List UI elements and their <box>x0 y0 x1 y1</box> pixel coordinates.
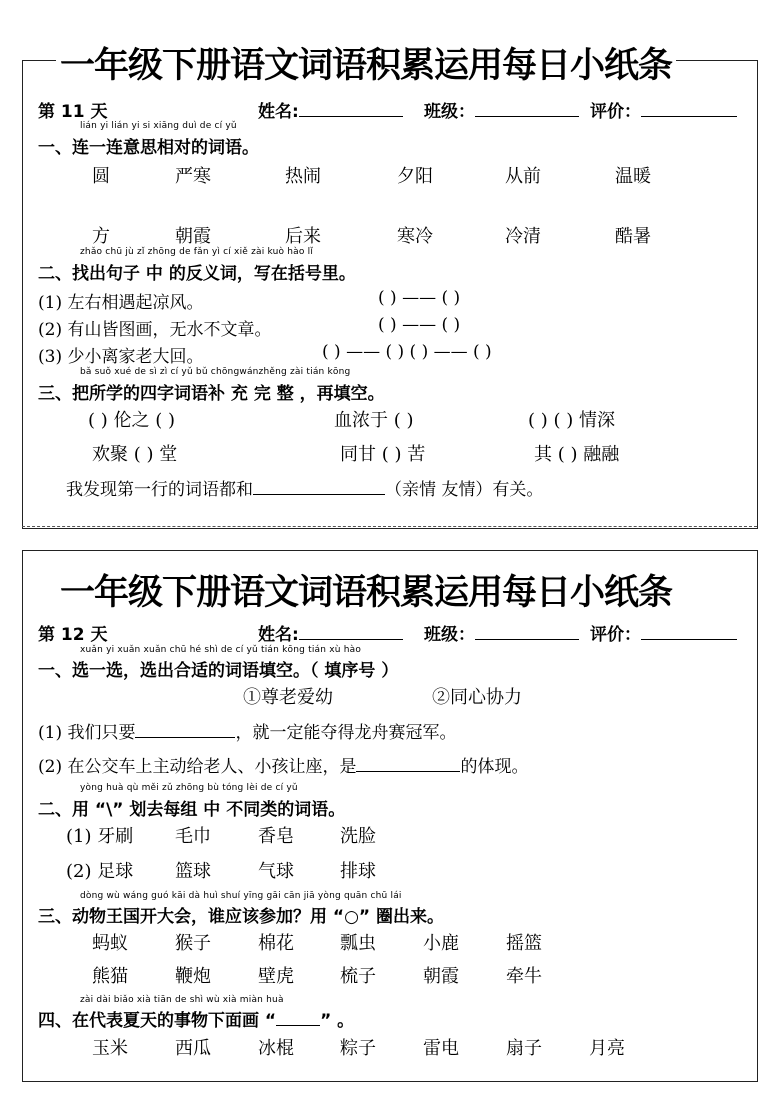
class-label: 班级： <box>424 102 475 122</box>
q2-word[interactable]: 洗脸 <box>340 826 376 847</box>
card1-day: 第 11 天 <box>38 102 108 122</box>
q1-word[interactable]: 严寒 <box>175 166 211 187</box>
card2-q3-pinyin: dòng wù wáng guó kāi dà huì shuí yīng gāi cān jiā yòng quān chū lái <box>80 891 402 901</box>
q1-word[interactable]: 寒冷 <box>397 226 433 247</box>
q3-word[interactable]: 棉花 <box>258 933 294 954</box>
q3-word[interactable]: 蚂蚁 <box>92 933 128 954</box>
q1-word[interactable]: 从前 <box>505 166 541 187</box>
q2-word[interactable]: 毛巾 <box>175 826 211 847</box>
card2-name-field[interactable] <box>258 620 403 645</box>
q1-word[interactable]: 酷暑 <box>615 226 651 247</box>
q1-word[interactable]: 圆 <box>92 166 110 187</box>
q3-word[interactable]: 牵牛 <box>506 966 542 987</box>
q4-word[interactable]: 月亮 <box>589 1038 625 1059</box>
class-label: 班级： <box>424 625 475 645</box>
q4-word[interactable]: 玉米 <box>92 1038 128 1059</box>
q1-word[interactable]: 温暖 <box>615 166 651 187</box>
name-label: 姓名: <box>258 102 299 122</box>
q1-word[interactable]: 夕阳 <box>397 166 433 187</box>
card2-q2-pinyin: yòng huà qù měi zǔ zhōng bù tóng lèi de cí yǔ <box>80 783 298 793</box>
card1-q2-pinyin: zhǎo chū jù zǐ zhōng de fǎn yì cí xiě zài kuò hào lǐ <box>80 247 314 257</box>
card1-q3-pinyin: bǎ suǒ xué de sì zì cí yǔ bǔ chōngwánzhěng zài tián kōng <box>80 367 351 377</box>
q4-word[interactable]: 粽子 <box>340 1038 376 1059</box>
score-label: 评价： <box>590 102 641 122</box>
q2-sentence: (3) 少小离家老大回。 <box>38 347 204 367</box>
card2-day: 第 12 天 <box>38 625 108 645</box>
name-label: 姓名: <box>258 625 299 645</box>
card2-q1-heading: 一、选一选，选出合适的词语填空。（ 填序号 ） <box>38 661 399 681</box>
q1-word[interactable]: 朝霞 <box>175 226 211 247</box>
q2-answer-blanks[interactable]: ( ) —— ( ) <box>378 315 461 335</box>
q3-word[interactable]: 鞭炮 <box>175 966 211 987</box>
score-label: 评价： <box>590 625 641 645</box>
q2-word[interactable]: 香皂 <box>258 826 294 847</box>
card1-q1-heading: 一、连一连意思相对的词语。 <box>38 138 259 158</box>
q3-word[interactable]: 梳子 <box>340 966 376 987</box>
q3-idiom[interactable]: 同甘 ( ) 苦 <box>340 444 426 465</box>
card2-q4-heading: 四、在代表夏天的事物下面画 “ ” 。 <box>38 1011 355 1031</box>
q2-answer-blanks[interactable]: ( ) —— ( ) <box>378 288 461 308</box>
q3-idiom[interactable]: ( ) ( ) 情深 <box>528 410 615 431</box>
card2-title: 一年级下册语文词语积累运用每日小纸条 <box>56 565 676 615</box>
q2-word[interactable]: 气球 <box>258 861 294 882</box>
q1-word[interactable]: 方 <box>92 226 110 247</box>
card1-name-field[interactable] <box>258 97 403 122</box>
card1-class-field[interactable] <box>424 97 579 122</box>
q2-word[interactable]: 排球 <box>340 861 376 882</box>
card2-class-field[interactable] <box>424 620 579 645</box>
q2-word[interactable]: (2) 足球 <box>66 861 134 882</box>
card1-q1-pinyin: lián yi lián yi si xiāng duì de cí yǔ <box>80 121 237 131</box>
q2-word[interactable]: 篮球 <box>175 861 211 882</box>
q3-word[interactable]: 瓢虫 <box>340 933 376 954</box>
q3-word[interactable]: 小鹿 <box>423 933 459 954</box>
q3-word[interactable]: 摇篮 <box>506 933 542 954</box>
card1-q2-heading: 二、找出句子 中 的反义词，写在括号里。 <box>38 264 356 284</box>
cut-line <box>22 526 757 527</box>
q3-word[interactable]: 熊猫 <box>92 966 128 987</box>
q3-word[interactable]: 壁虎 <box>258 966 294 987</box>
card2-q1-pinyin: xuǎn yi xuǎn xuǎn chū hé shì de cí yǔ tián kōng tián xù hào <box>80 645 362 655</box>
option[interactable]: ①尊老爱幼 <box>243 687 333 708</box>
q2-answer-blanks[interactable]: ( ) —— ( ) ( ) —— ( ) <box>322 342 492 362</box>
card2-q3-heading: 三、动物王国开大会，谁应该参加？用 “○” 圈出来。 <box>38 907 445 927</box>
card2-q2-heading: 二、用 “\” 划去每组 中 不同类的词语。 <box>38 800 346 820</box>
q3-word[interactable]: 猴子 <box>175 933 211 954</box>
q2-sentence: (2) 有山皆图画，无水不文章。 <box>38 320 272 340</box>
q2-word[interactable]: (1) 牙刷 <box>66 826 134 847</box>
q3-idiom[interactable]: 血浓于 ( ) <box>334 410 414 431</box>
q1-fill-line[interactable]: (1) 我们只要 ，就一定能夺得龙舟赛冠军。 <box>38 723 457 743</box>
q4-word[interactable]: 冰棍 <box>258 1038 294 1059</box>
card2-q4-pinyin: zài dài biǎo xià tiān de shì wù xià miàn huà <box>80 995 284 1005</box>
q4-word[interactable]: 雷电 <box>423 1038 459 1059</box>
q1-word[interactable]: 热闹 <box>285 166 321 187</box>
q2-sentence: (1) 左右相遇起凉风。 <box>38 293 204 313</box>
card2-score-field[interactable] <box>590 620 737 645</box>
q1-fill-line[interactable]: (2) 在公交车上主动给老人、小孩让座，是 的体现。 <box>38 757 529 777</box>
q3-fill-sentence[interactable]: 我发现第一行的词语都和 （亲情 友情）有关。 <box>66 480 544 500</box>
q3-idiom[interactable]: ( ) 伦之 ( ) <box>88 410 175 431</box>
q4-word[interactable]: 扇子 <box>506 1038 542 1059</box>
q3-idiom[interactable]: 欢聚 ( ) 堂 <box>92 444 178 465</box>
q1-word[interactable]: 冷清 <box>505 226 541 247</box>
q3-word[interactable]: 朝霞 <box>423 966 459 987</box>
card1-q3-heading: 三、把所学的四字词语补 充 完 整 ，再填空。 <box>38 384 385 404</box>
q4-word[interactable]: 西瓜 <box>175 1038 211 1059</box>
option[interactable]: ②同心协力 <box>432 687 522 708</box>
card1-score-field[interactable] <box>590 97 737 122</box>
q3-idiom[interactable]: 其 ( ) 融融 <box>534 444 620 465</box>
card1-title: 一年级下册语文词语积累运用每日小纸条 <box>56 38 676 88</box>
q1-word[interactable]: 后来 <box>285 226 321 247</box>
